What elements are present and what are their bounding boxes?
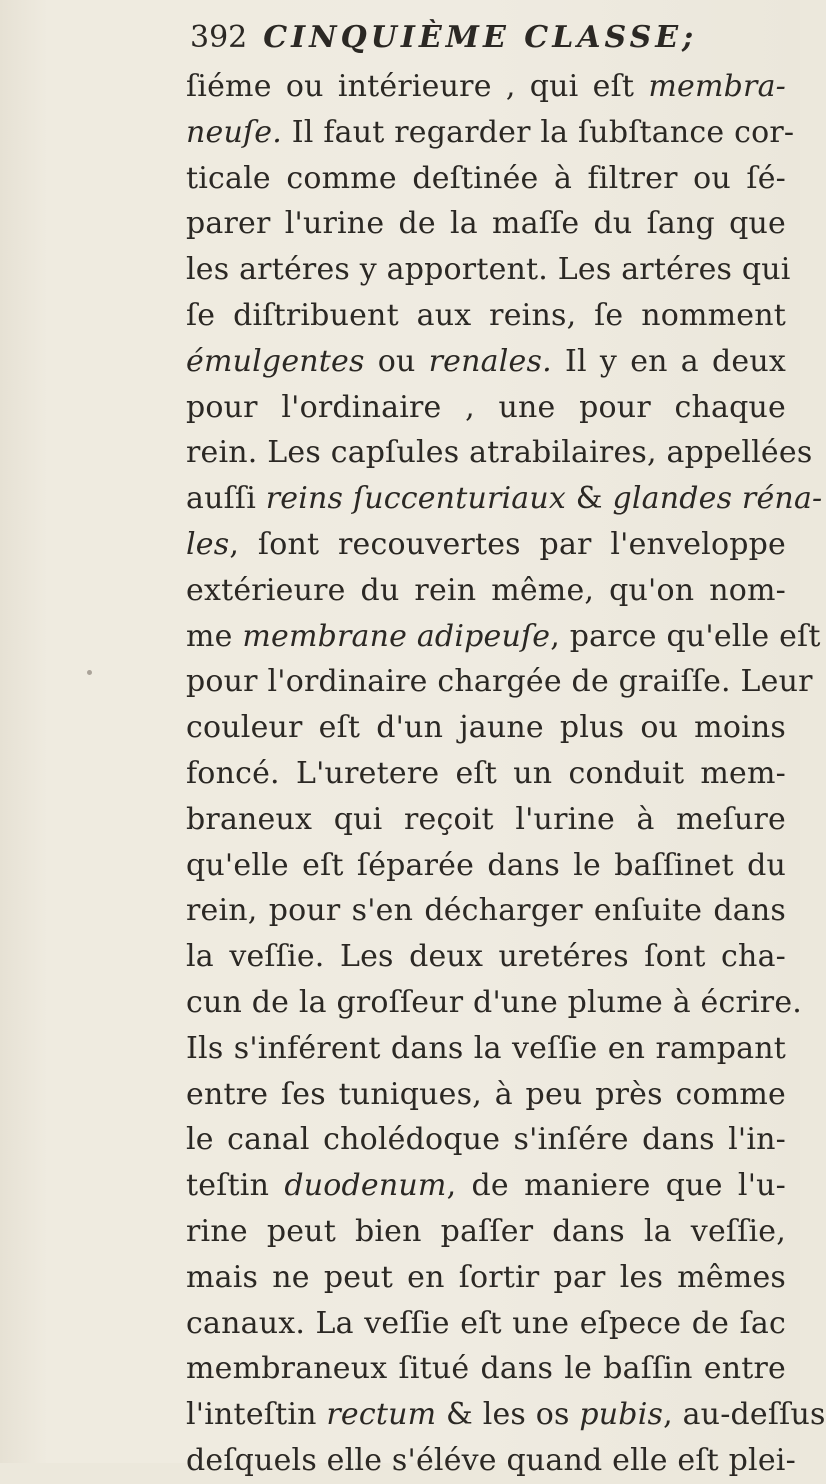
text-line: [186, 934, 786, 980]
text-run: canaux. La veſſie eſt une eſpece de ſac: [186, 1305, 786, 1341]
text-run: me: [186, 618, 243, 654]
text-line: [186, 797, 786, 843]
text-run: teſtin: [186, 1168, 285, 1204]
text-run: cun de la groſſeur d'une plume à écrire.: [186, 984, 803, 1020]
text-line: [186, 1117, 786, 1163]
text-run: qu'elle eſt ſéparée dans le baſſinet du: [186, 847, 786, 883]
text-line: [186, 339, 786, 385]
text-line: [186, 614, 821, 660]
text-run: parer l'urine de la maſſe du ſang que: [186, 206, 786, 242]
text-run: couleur eſt d'un jaune plus ou moins: [186, 710, 786, 746]
text-run: , ſont recouvertes par l'enveloppe: [229, 526, 786, 562]
page-header: [190, 12, 780, 62]
text-line: [186, 110, 795, 156]
text-run: foncé. L'uretere eſt un conduit mem-: [186, 755, 786, 791]
italic-term: reins ſuccenturiaux: [265, 481, 567, 517]
text-run: Il faut regarder la ſubſtance cor-: [282, 114, 795, 150]
italic-term: membra-: [648, 69, 786, 104]
text-line: [186, 201, 786, 247]
text-line: [186, 476, 823, 522]
page-number: 392: [190, 20, 248, 55]
text-run: ticale comme deſtinée à filtrer ou ſé-: [186, 160, 786, 196]
text-run: auſſi: [186, 481, 266, 517]
text-line: [186, 659, 813, 705]
text-run: rine peut bien paſſer dans la veſſie,: [186, 1213, 786, 1249]
text-line: [186, 1026, 786, 1072]
text-line: [186, 156, 786, 202]
italic-term: les: [186, 526, 230, 562]
text-line: [186, 64, 786, 110]
text-line: [186, 568, 786, 614]
text-run: , au-deſſus: [663, 1397, 826, 1433]
text-run: mais ne peut en ſortir par les mêmes: [186, 1259, 786, 1295]
italic-term: membrane adipeuſe: [242, 618, 551, 654]
text-line: [186, 1392, 826, 1438]
text-line: [186, 843, 786, 889]
text-run: ſe diſtribuent aux reins, ſe nomment: [186, 297, 786, 333]
text-run: deſquels elle s'éléve quand elle eſt plei-: [186, 1442, 796, 1478]
text-run: Ils s'inférent dans la veſſie en rampant: [186, 1030, 786, 1066]
text-run: , de maniere que l'u-: [446, 1168, 787, 1204]
text-line: [186, 1209, 786, 1255]
text-line: [186, 980, 803, 1026]
text-line: [186, 1163, 786, 1209]
text-line: [186, 293, 786, 339]
text-line: [186, 1255, 786, 1301]
text-run: les artéres y apportent. Les artéres qui: [186, 252, 791, 288]
text-run: entre ſes tuniques, à peu près comme: [186, 1076, 786, 1112]
text-run: pour l'ordinaire , une pour chaque: [186, 389, 786, 425]
italic-term: neuſe.: [186, 114, 282, 150]
text-line: [186, 522, 786, 568]
text-run: braneux qui reçoit l'urine à meſure: [186, 801, 786, 837]
text-run: rein, pour s'en décharger enſuite dans: [186, 893, 786, 929]
text-line: [186, 888, 786, 934]
text-run: Il y en a deux: [551, 343, 786, 379]
text-run: ſiéme ou intérieure , qui eſt: [186, 69, 649, 104]
italic-term: émulgentes: [186, 343, 365, 379]
paper-spot: [87, 670, 92, 675]
text-run: pour l'ordinaire chargée de graiſſe. Leur: [186, 664, 813, 700]
italic-term: duodenum: [284, 1168, 447, 1204]
text-line: [186, 1346, 786, 1392]
italic-term: rectum: [326, 1397, 437, 1433]
text-line: [186, 385, 786, 431]
text-run: rein. Les capſules atrabilaires, appellées: [186, 435, 813, 471]
text-line: [186, 247, 791, 293]
text-run: l'inteſtin: [186, 1397, 327, 1433]
text-line: [186, 1438, 796, 1484]
italic-term: glandes réna-: [612, 481, 823, 517]
text-line: [186, 1301, 786, 1347]
text-line: [186, 430, 813, 476]
italic-term: pubis: [579, 1397, 664, 1433]
text-run: le canal cholédoque s'inſére dans l'in-: [186, 1122, 786, 1158]
text-run: la veſſie. Les deux uretéres ſont cha-: [186, 939, 786, 975]
text-run: , parce qu'elle eſt: [550, 618, 821, 654]
text-line: [186, 705, 786, 751]
text-run: membraneux ſitué dans le baſſin entre: [186, 1351, 786, 1387]
running-title: CINQUIÈME CLASSE;: [263, 20, 698, 55]
italic-term: renales.: [428, 343, 552, 379]
text-run: & les os: [436, 1397, 580, 1433]
text-run: ou: [364, 343, 429, 379]
text-line: [186, 751, 786, 797]
text-run: extérieure du rein même, qu'on nom-: [186, 572, 786, 608]
text-run: &: [566, 481, 613, 517]
text-line: [186, 1072, 786, 1118]
body-text: [186, 64, 826, 1484]
